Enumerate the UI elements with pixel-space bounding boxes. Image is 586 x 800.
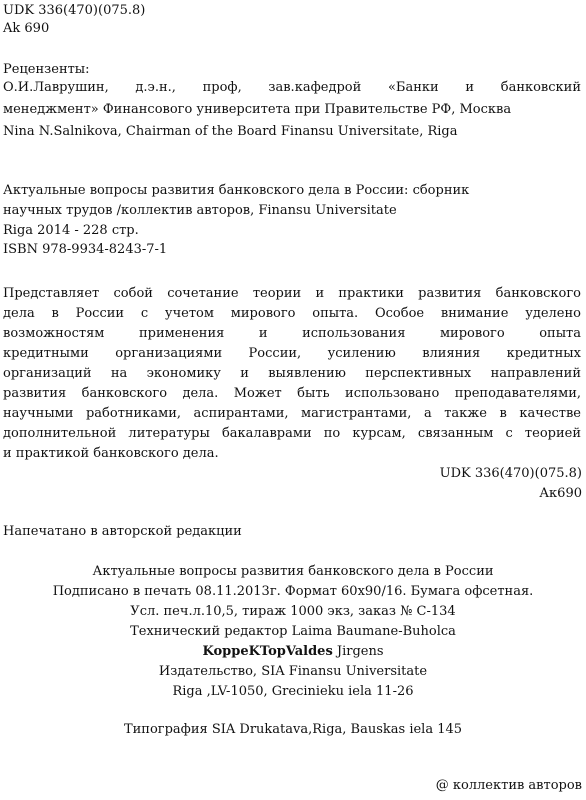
index-udk: UDK 336(470)(075.8)	[439, 466, 582, 481]
abstract-line-3: возможностям применения и использования мирового опыта	[3, 326, 581, 341]
abstract-line-4: кредитными организациями России, усилению влияния кредитных	[3, 346, 581, 361]
abstract-line-9: и практикой банковского дела.	[3, 446, 219, 461]
edition-note: Напечатано в авторской редакции	[3, 524, 242, 539]
abstract-line-7: научными работниками, аспирантами, магистрантами, а также в качестве	[3, 406, 581, 421]
imprint-tech-editor: Технический редактор Laima Baumane-Buholca	[130, 624, 456, 639]
abstract-line-5: организаций на экономику и выявлению перспективных направлений	[3, 366, 581, 381]
biblio-line-2: научных трудов /коллектив авторов, Finansu Universitate	[3, 203, 397, 218]
imprint-print-run: Усл. печ.л.10,5, тираж 1000 экз, заказ № С-134	[130, 604, 456, 619]
biblio-line-3: Riga 2014 - 228 стр.	[3, 223, 139, 238]
corrector-name: Jirgens	[332, 644, 384, 659]
abstract-line-8: дополнительной литературы бакалаврами по курсам, связанным с теорией	[3, 426, 581, 441]
abstract-line-6: развития банковского дела. Может быть использовано преподавателями,	[3, 386, 581, 401]
ak-code: Ak 690	[3, 21, 50, 36]
isbn: ISBN 978-9934-8243-7-1	[3, 242, 168, 257]
abstract-line-2: дела в России с учетом мирового опыта. Особое внимание уделено	[3, 306, 581, 321]
imprint-printing: Типография SIA Drukatava,Riga, Bauskas iela 145	[123, 722, 463, 737]
corrector-label: KoppeKTopValdes	[202, 644, 333, 659]
reviewers-title: Рецензенты:	[3, 62, 90, 77]
imprint-address: Riga ,LV-1050, Grecinieku iela 11-26	[172, 684, 414, 699]
index-ak: Ак690	[539, 486, 582, 501]
reviewer-line-1: О.И.Лаврушин, д.э.н., проф, зав.кафедрой «Банки и банковский	[3, 80, 581, 95]
reviewer-line-2: менеджмент» Финансового университета при Правительстве РФ, Москва	[3, 102, 512, 117]
reviewer-line-3: Nina N.Salnikova, Chairman of the Board Finansu Universitate, Riga	[3, 124, 458, 139]
imprint-corrector	[0, 643, 586, 661]
imprint-title: Актуальные вопросы развития банковского дела в России	[92, 564, 494, 579]
biblio-line-1: Актуальные вопросы развития банковского дела в России: сборник	[3, 183, 470, 198]
udk-code: UDK 336(470)(075.8)	[3, 3, 146, 18]
imprint-publisher: Издательство, SIA Finansu Universitate	[158, 664, 428, 679]
abstract-line-1: Представляет собой сочетание теории и практики развития банковского	[3, 286, 581, 301]
imprint-signed: Подписано в печать 08.11.2013г. Формат 60х90/16. Бумага офсетная.	[52, 584, 534, 599]
copyright: @ коллектив авторов	[435, 778, 582, 793]
